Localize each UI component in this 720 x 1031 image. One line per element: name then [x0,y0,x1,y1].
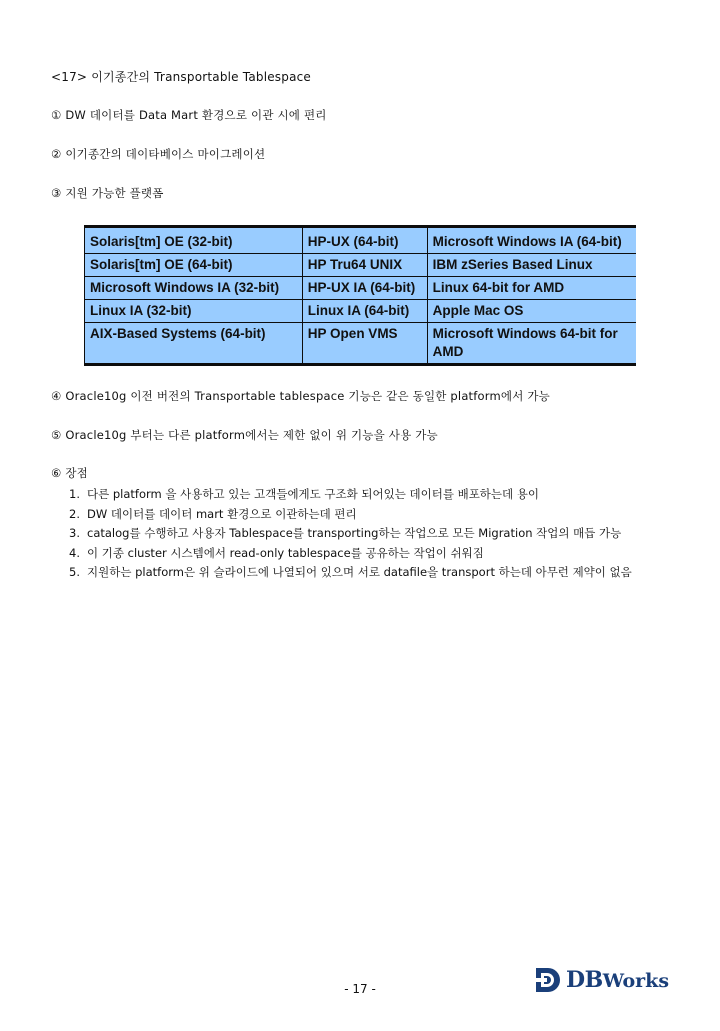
list-item [69,524,679,544]
list-item [69,485,679,505]
table-row [85,300,637,323]
item-1: ① DW 데이터를 Data Mart 환경으로 이관 시에 편리 [51,108,327,122]
page-number: - 17 - [344,982,376,996]
list-item [69,544,679,564]
table-cell: Linux IA (64-bit) [302,300,427,323]
dbworks-logo [534,963,674,997]
table-cell: AIX-Based Systems (64-bit) [85,323,303,365]
dbworks-logo-text: DBWorks [566,967,670,993]
list-item [69,563,679,583]
table-cell: HP-UX IA (64-bit) [302,277,427,300]
section-title: <17> 이기종간의 Transportable Tablespace [51,70,312,84]
list-number: 4. [69,545,80,560]
list-number: 5. [69,565,80,579]
table-row [85,323,637,365]
list-number: 1. [69,487,80,501]
table-row [85,227,637,254]
table-cell: Solaris[tm] OE (32-bit) [85,227,303,254]
item-5: ⑤ Oracle10g 부터는 다른 platform에서는 제한 없이 위 기능을 사용 가능 [51,428,438,442]
list-text: 지원하는 platform은 위 슬라이드에 나열되어 있으며 서로 datafile을 transport 하는데 아무런 제약이 없음 [87,565,632,579]
table-cell: Microsoft Windows IA (32-bit) [85,277,303,300]
list-item [69,505,679,525]
list-text: 이 기종 cluster 시스템에서 read-only tablespace를 공유하는 작업이 쉬워짐 [87,545,484,560]
advantages-list [69,485,679,583]
table-cell: Linux 64-bit for AMD [427,277,636,300]
item-4: ④ Oracle10g 이전 버전의 Transportable tablespace 기능은 같은 동일한 platform에서 가능 [51,389,550,403]
table-cell: Apple Mac OS [427,300,636,323]
table-cell: IBM zSeries Based Linux [427,254,636,277]
table-cell: HP Open VMS [302,323,427,365]
list-text: 다른 platform 을 사용하고 있는 고객들에게도 구조화 되어있는 데이터를 배포하는데 용이 [87,487,540,501]
table-cell: Solaris[tm] OE (64-bit) [85,254,303,277]
platform-table [84,225,636,366]
table-cell: Microsoft Windows 64-bit for AMD [427,323,636,365]
list-text: DW 데이터를 데이터 mart 환경으로 이관하는데 편리 [87,506,357,521]
item-6: ⑥ 장점 [51,466,88,480]
list-number: 2. [69,506,80,521]
table-cell: HP Tru64 UNIX [302,254,427,277]
dbworks-logo-icon [534,965,564,995]
list-number: 3. [69,526,80,540]
table-cell: Microsoft Windows IA (64-bit) [427,227,636,254]
table-cell: Linux IA (32-bit) [85,300,303,323]
table-row [85,277,637,300]
item-2: ② 이기종간의 데이타베이스 마이그레이션 [51,147,266,161]
item-3: ③ 지원 가능한 플랫폼 [51,186,164,200]
table-row [85,254,637,277]
list-text: catalog를 수행하고 사용자 Tablespace를 transporting하는 작업으로 모든 Migration 작업의 매듭 가능 [87,526,622,540]
table-cell: HP-UX (64-bit) [302,227,427,254]
